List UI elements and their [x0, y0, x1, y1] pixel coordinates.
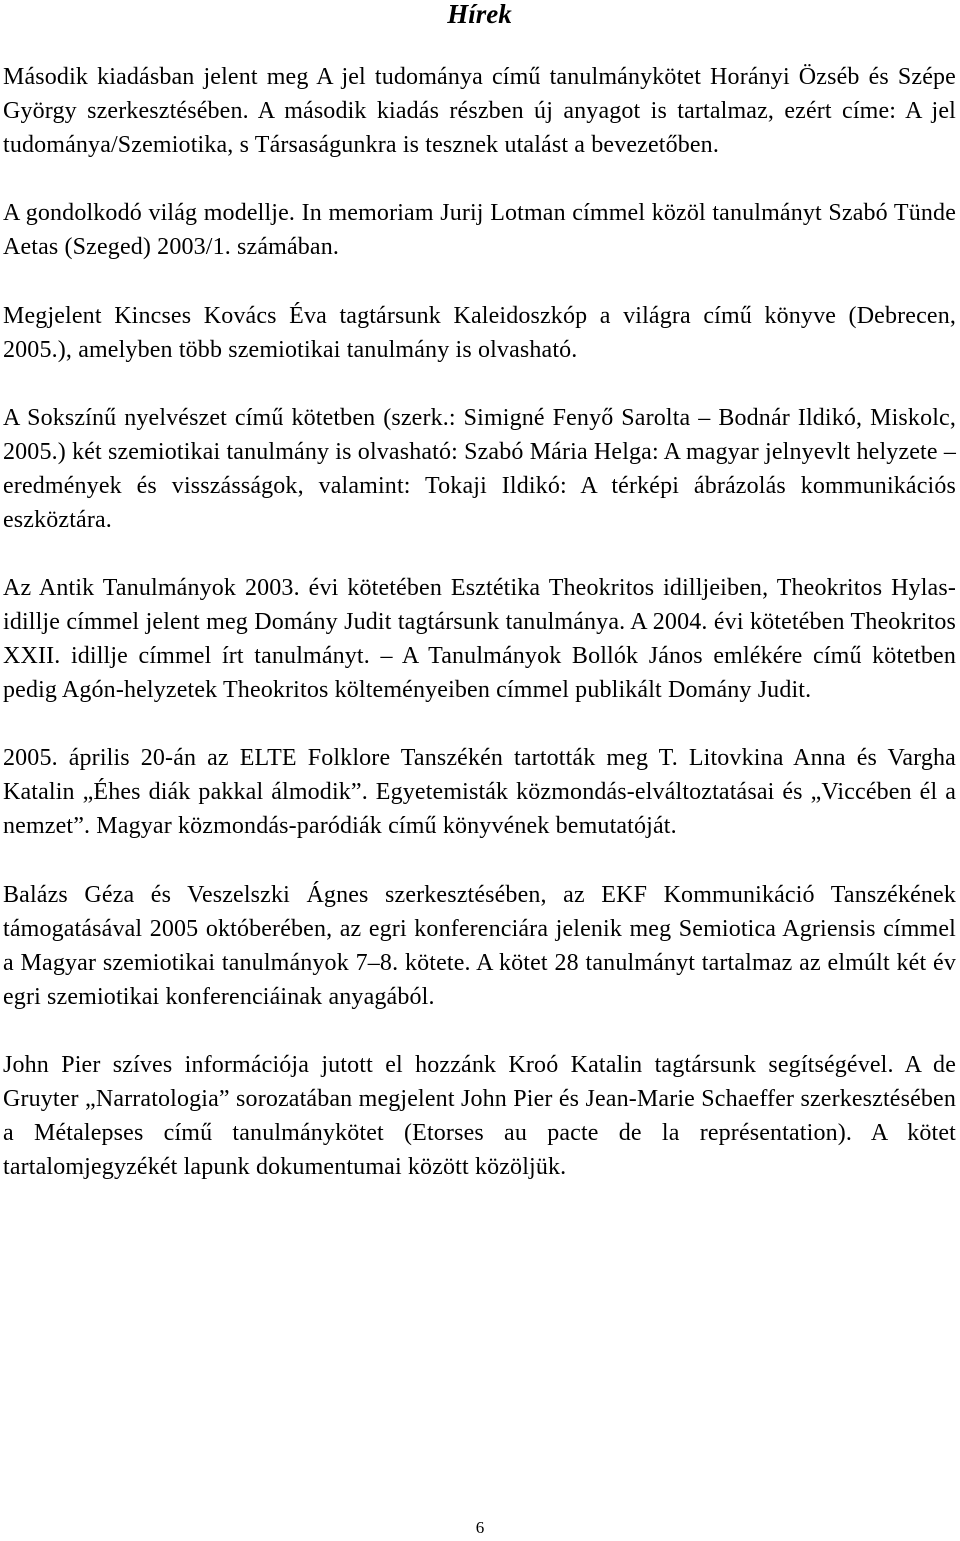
news-paragraph-sokszinu-nyelveszet: A Sokszínű nyelvészet című kötetben (szerk.: Simigné Fenyő Sarolta – Bodnár Ildikó, Miskolc, 2005.) két szemiotikai tanulmány is olvasható: Szabó Mária Helga: A magyar jelnyevlt helyzete – eredmények és visszásságok, valamint: Tokaji Ildikó: A térképi ábrázolás kommunikációs eszköztára.: [3, 405, 956, 533]
news-paragraph-elte-folklore: 2005. április 20-án az ELTE Folklore Tanszékén tartották meg T. Litovkina Anna és Vargha Katalin „Éhes diák pakkal álmodik”. Egyetemisták közmondás-elváltoztatásai és „Viccében él a nemzet”. Magyar közmondás-paródiák című könyvének bemutatóját.: [3, 745, 956, 839]
document-page: [3, 0, 956, 1184]
news-paragraph-jel-tudomanya: Második kiadásban jelent meg A jel tudománya című tanulmánykötet Horányi Özséb és Szépe György szerkesztésében. A második kiadás részben új anyagot is tartalmaz, ezért címe: A jel tudománya/Szemiotika, s Társaságunkra is tesznek utalást a bevezetőben.: [3, 64, 956, 158]
page-title: Hírek: [447, 0, 512, 29]
news-paragraph-kaleidoszkop: Megjelent Kincses Kovács Éva tagtársunk Kaleidoszkóp a világra című könyve (Debrecen, 2005.), amelyben több szemiotikai tanulmány is olvasható.: [3, 303, 956, 363]
page-number: 6: [475, 1518, 485, 1537]
news-paragraph-lotman: A gondolkodó világ modellje. In memoriam Jurij Lotman címmel közöl tanulmányt Szabó Tünde Aetas (Szeged) 2003/1. számában.: [3, 200, 956, 260]
news-paragraph-john-pier: John Pier szíves információja jutott el hozzánk Kroó Katalin tagtársunk segítségével. A de Gruyter „Narratologia” sorozatában megjelent John Pier és Jean-Marie Schaeffer szerkesztésében a Métalepses című tanulmánykötet (Etorses au pacte de la représentation). A kötet tartalomjegyzékét lapunk dokumentumai között közöljük.: [3, 1052, 956, 1180]
news-paragraph-semiotica-agriensis: Balázs Géza és Veszelszki Ágnes szerkesztésében, az EKF Kommunikáció Tanszékének támogatásával 2005 októberében, az egri konferenciára jelenik meg Semiotica Agriensis címmel a Magyar szemiotikai tanulmányok 7–8. kötete. A kötet 28 tanulmányt tartalmaz az elmúlt két év egri szemiotikai konferenciáinak anyagából.: [3, 882, 956, 1010]
news-paragraph-antik-tanulmanyok: Az Antik Tanulmányok 2003. évi kötetében Esztétika Theokritos idilljeiben, Theokritos Hylas-idillje címmel jelent meg Domány Judit tagtársunk tanulmánya. A 2004. évi kötetében Theokritos XXII. idillje címmel írt tanulmányt. – A Tanulmányok Bollók János emlékére című kötetben pedig Agón-helyzetek Theokritos költeményeiben címmel publikált Domány Judit.: [3, 575, 956, 703]
